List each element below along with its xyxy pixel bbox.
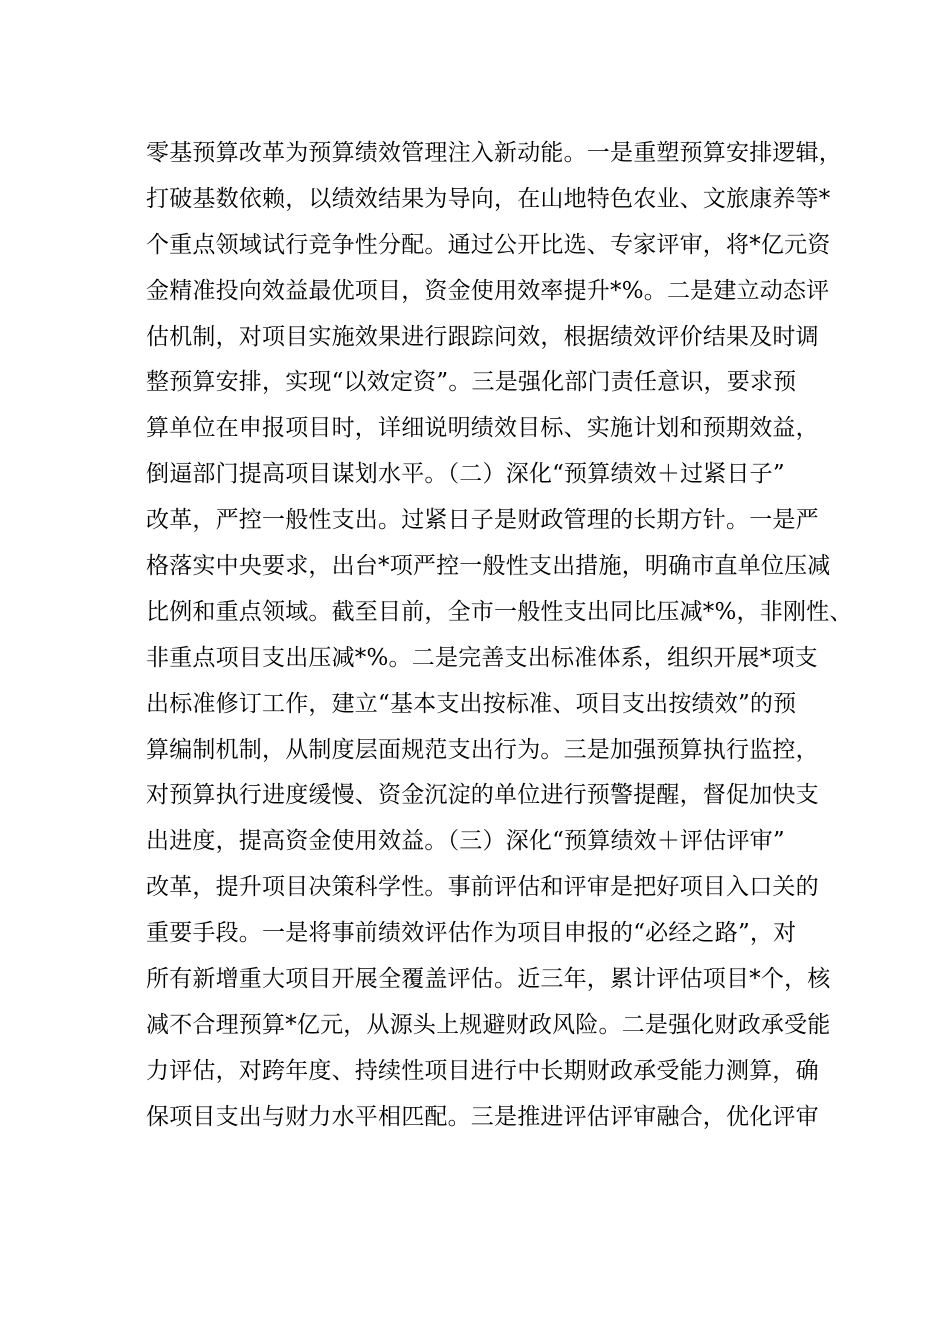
text-line: 金精准投向效益最优项目，资金使用效率提升*%。二是建立动态评	[146, 277, 830, 304]
text-line: 算单位在申报项目时，详细说明绩效目标、实施计划和预期效益，	[146, 415, 819, 442]
text-line: 出标准修订工作，建立“基本支出按标准、项目支出按绩效”的预	[146, 690, 797, 717]
text-line: 整预算安排，实现“以效定资”。三是强化部门责任意识，要求预	[146, 369, 797, 396]
text-line: 重要手段。一是将事前绩效评估作为项目申报的“必经之路”，对	[146, 920, 797, 947]
text-line: 打破基数依赖，以绩效结果为导向，在山地特色农业、文旅康养等*	[146, 185, 831, 212]
text-line: 所有新增重大项目开展全覆盖评估。近三年，累计评估项目*个，核	[146, 966, 831, 993]
text-line: 改革，严控一般性支出。过紧日子是财政管理的长期方针。一是严	[146, 507, 819, 534]
text-line: 力评估，对跨年度、持续性项目进行中长期财政承受能力测算，确	[146, 1057, 819, 1084]
text-line: 格落实中央要求，出台*项严控一般性支出措施，明确市直单位压减	[146, 553, 831, 580]
text-line: 倒逼部门提高项目谋划水平。（二）深化“预算绩效＋过紧日子”	[146, 461, 785, 488]
text-line: 对预算执行进度缓慢、资金沉淀的单位进行预警提醒，督促加快支	[146, 782, 819, 809]
text-line: 个重点领域试行竞争性分配。通过公开比选、专家评审，将*亿元资	[146, 231, 831, 258]
text-line: 估机制，对项目实施效果进行跟踪问效，根据绩效评价结果及时调	[146, 323, 819, 350]
text-line: 非重点项目支出压减*%。二是完善支出标准体系，组织开展*项支	[146, 644, 818, 671]
text-line: 比例和重点领域。截至目前，全市一般性支出同比压减*%，非刚性、	[146, 598, 853, 625]
text-line: 减不合理预算*亿元，从源头上规避财政风险。二是强化财政承受能	[146, 1011, 831, 1038]
text-line: 算编制机制，从制度层面规范支出行为。三是加强预算执行监控，	[146, 736, 819, 763]
text-line: 改革，提升项目决策科学性。事前评估和评审是把好项目入口关的	[146, 874, 819, 901]
text-line: 零基预算改革为预算绩效管理注入新动能。一是重塑预算安排逻辑，	[146, 140, 842, 166]
text-line: 保项目支出与财力水平相匹配。三是推进评估评审融合，优化评审	[146, 1103, 819, 1130]
text-line: 出进度，提高资金使用效益。（三）深化“预算绩效＋评估评审”	[146, 828, 785, 855]
body-text	[146, 131, 853, 1141]
